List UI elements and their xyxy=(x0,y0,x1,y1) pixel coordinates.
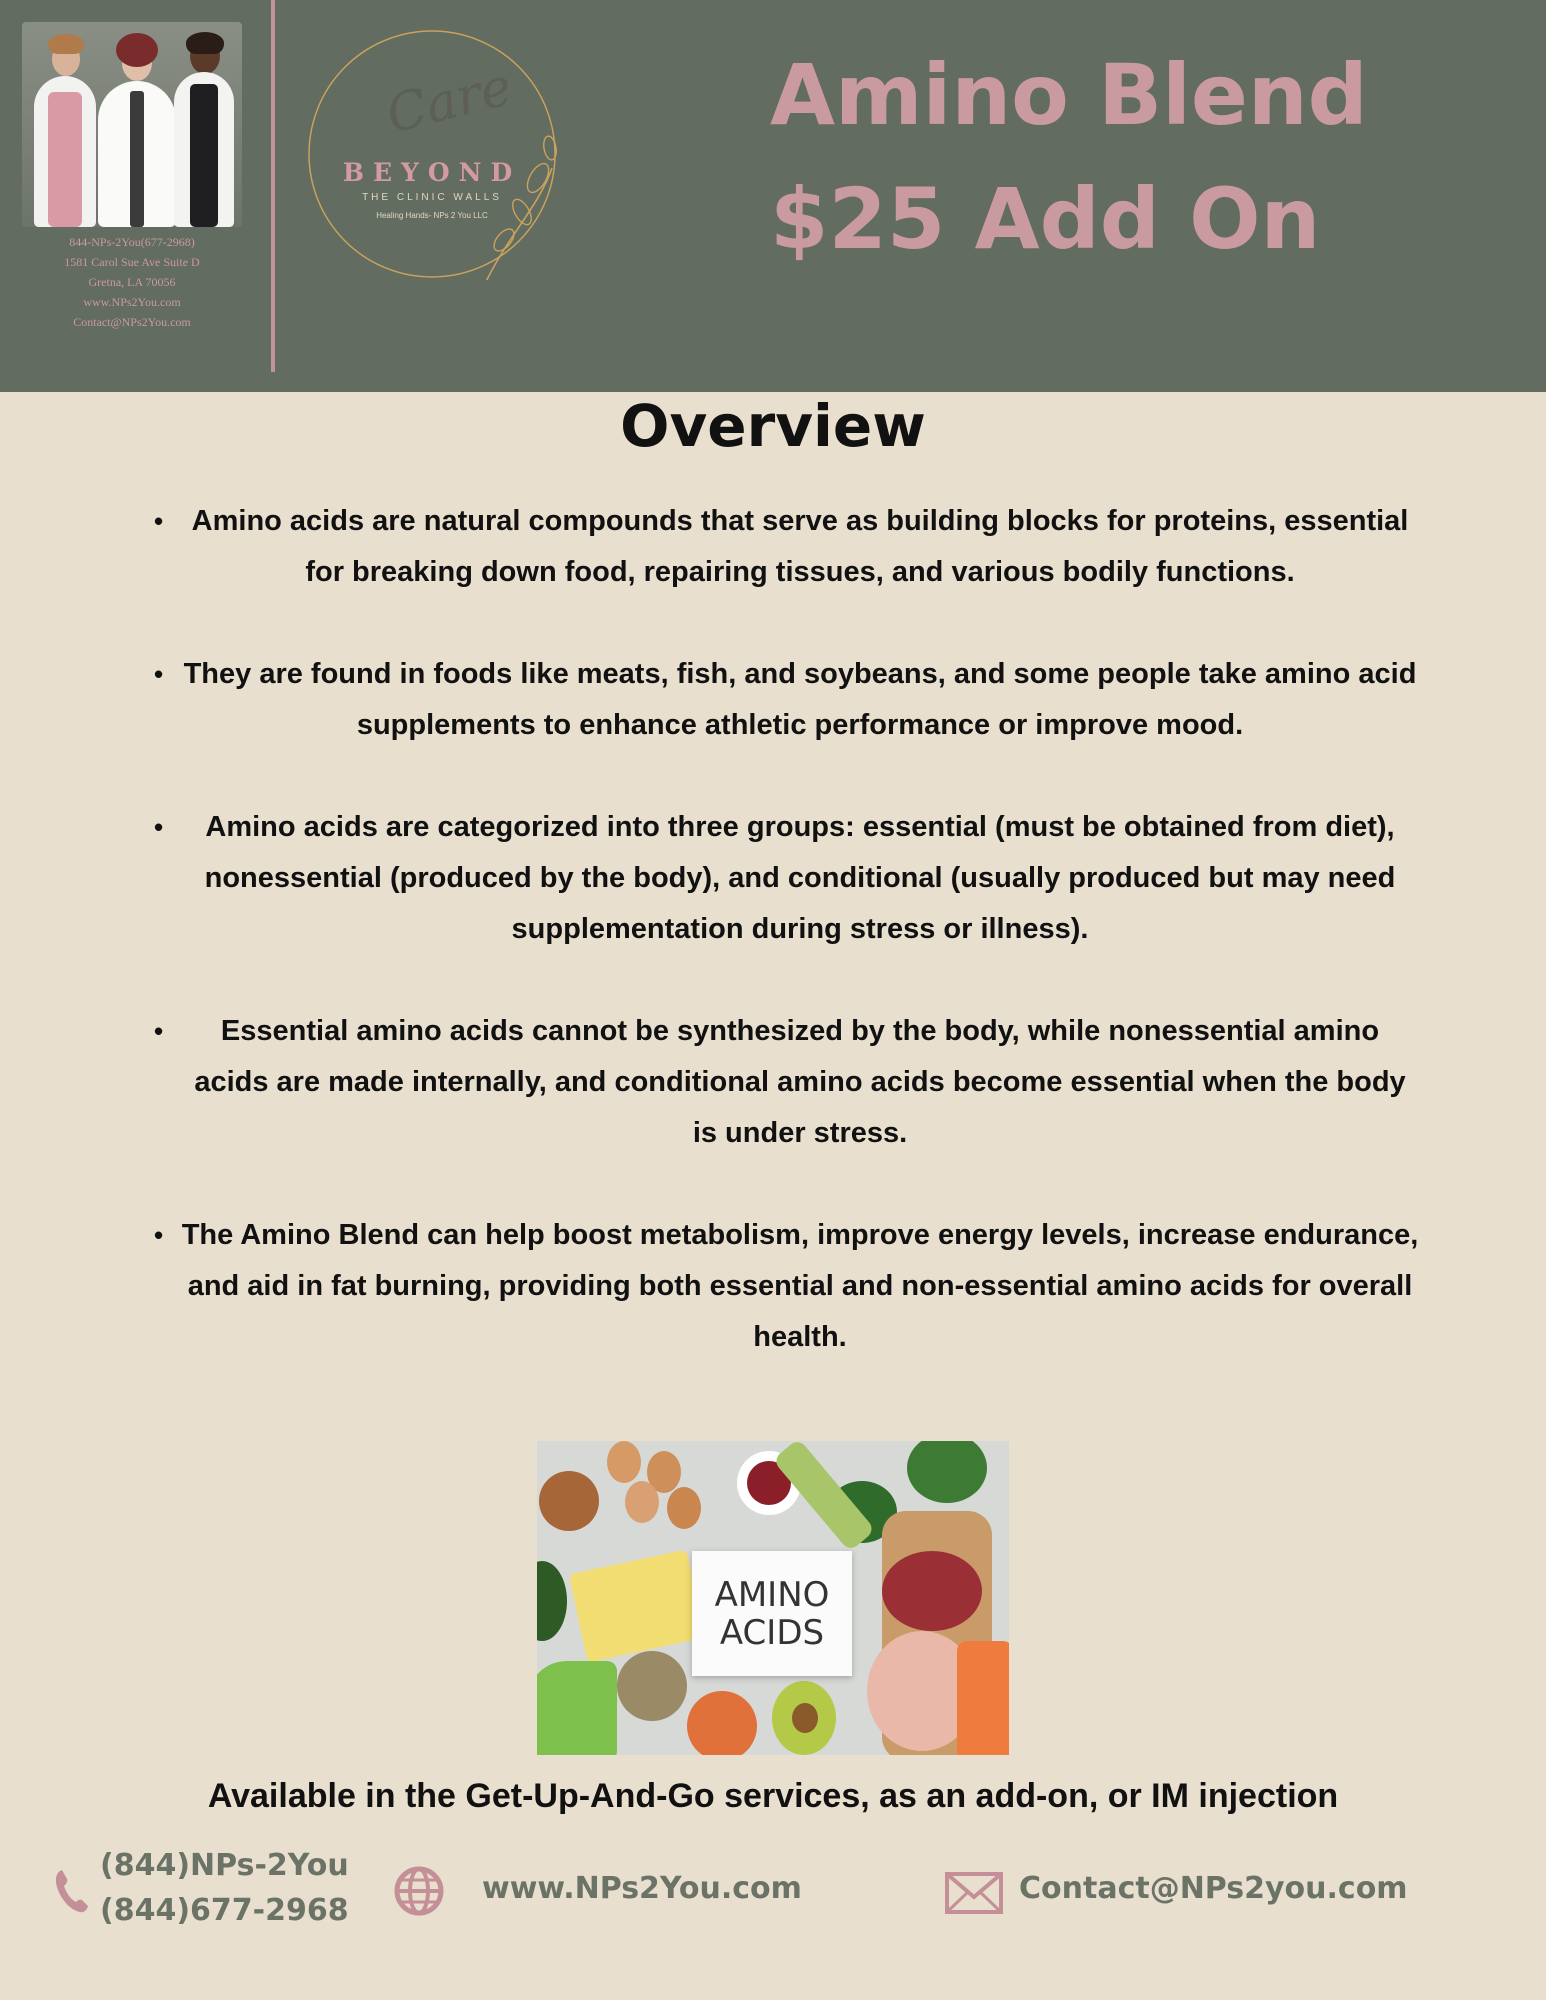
product-price: $25 Add On xyxy=(770,170,1321,268)
person-figure xyxy=(172,32,236,227)
red-lentils xyxy=(687,1691,757,1755)
footer-email-link[interactable]: Contact@NPs2you.com xyxy=(1019,1871,1408,1906)
contact-phone: 844-NPs-2You(677-2968) xyxy=(69,235,195,249)
bullet-item: • They are found in foods like meats, fish, and soybeans, and some people take amino acid supplements to enhance athletic performance or improve mood. xyxy=(140,649,1430,751)
broccoli xyxy=(907,1441,987,1503)
team-photo xyxy=(22,22,242,227)
card-line-2: ACIDS xyxy=(719,1612,825,1653)
bullet-item: • The Amino Blend can help boost metabolism, improve energy levels, increase endurance, and aid in fat burning, providing both essential and non-essential amino acids for overall health. xyxy=(140,1210,1430,1363)
care-beyond-logo xyxy=(306,28,558,280)
egg-shape xyxy=(607,1441,641,1483)
contact-website[interactable]: www.NPs2You.com xyxy=(83,295,181,309)
product-title: Amino Blend xyxy=(770,46,1368,144)
overview-heading: Overview xyxy=(620,392,926,460)
lentil-bowl xyxy=(617,1651,687,1721)
egg-shape xyxy=(667,1487,701,1529)
amino-acids-food-image xyxy=(537,1441,1009,1755)
contact-email[interactable]: Contact@NPs2You.com xyxy=(73,315,191,329)
amino-acids-card xyxy=(692,1551,852,1676)
person-figure xyxy=(92,27,182,227)
person-figure xyxy=(30,32,100,227)
logo-ring-icon xyxy=(306,28,558,280)
salmon xyxy=(957,1641,1009,1755)
cheese xyxy=(569,1550,705,1663)
logo-wordmark: BEYOND xyxy=(342,158,522,187)
contact-address: 1581 Carol Sue Ave Suite D xyxy=(64,255,200,269)
steak xyxy=(882,1551,982,1631)
logo-tagline: Healing Hands- NPs 2 You LLC xyxy=(376,211,488,220)
availability-note: Available in the Get-Up-And-Go services, as an add-on, or IM injection xyxy=(207,1777,1339,1815)
avocado-pit xyxy=(792,1703,818,1733)
mail-icon xyxy=(944,1871,1004,1915)
footer-website-link[interactable]: www.NPs2You.com xyxy=(482,1871,802,1906)
contact-info xyxy=(22,232,242,332)
bullet-item: • Essential amino acids cannot be synthesized by the body, while nonessential amino acids are made internally, and conditional amino acids become essential when the body is under stress. xyxy=(140,1006,1430,1159)
egg-shape xyxy=(625,1481,659,1523)
almond-bowl xyxy=(539,1471,599,1531)
logo-subtitle: THE CLINIC WALLS xyxy=(362,192,502,203)
footer-phone-vanity[interactable]: (844)NPs-2You xyxy=(100,1848,349,1883)
footer-phone-number[interactable]: (844)677-2968 xyxy=(100,1893,349,1928)
avocado xyxy=(537,1561,567,1641)
bullet-item: • Amino acids are natural compounds that serve as building blocks for proteins, essential for breaking down food, repairing tissues, and various bodily functions. xyxy=(140,496,1430,598)
header-banner xyxy=(0,0,1546,392)
lettuce xyxy=(537,1661,617,1755)
phone-icon xyxy=(52,1866,92,1916)
contact-city: Gretna, LA 70056 xyxy=(88,275,176,289)
bullet-item: • Amino acids are categorized into three groups: essential (must be obtained from diet), nonessential (produced by the body), and conditional (usually produced but may need supplementation during stress or illness). xyxy=(140,802,1430,955)
header-divider xyxy=(271,0,275,372)
card-line-1: AMINO xyxy=(714,1574,830,1615)
overview-bullet-list xyxy=(140,496,1430,1414)
logo-script-text: Care xyxy=(380,56,518,146)
globe-icon xyxy=(392,1864,446,1918)
